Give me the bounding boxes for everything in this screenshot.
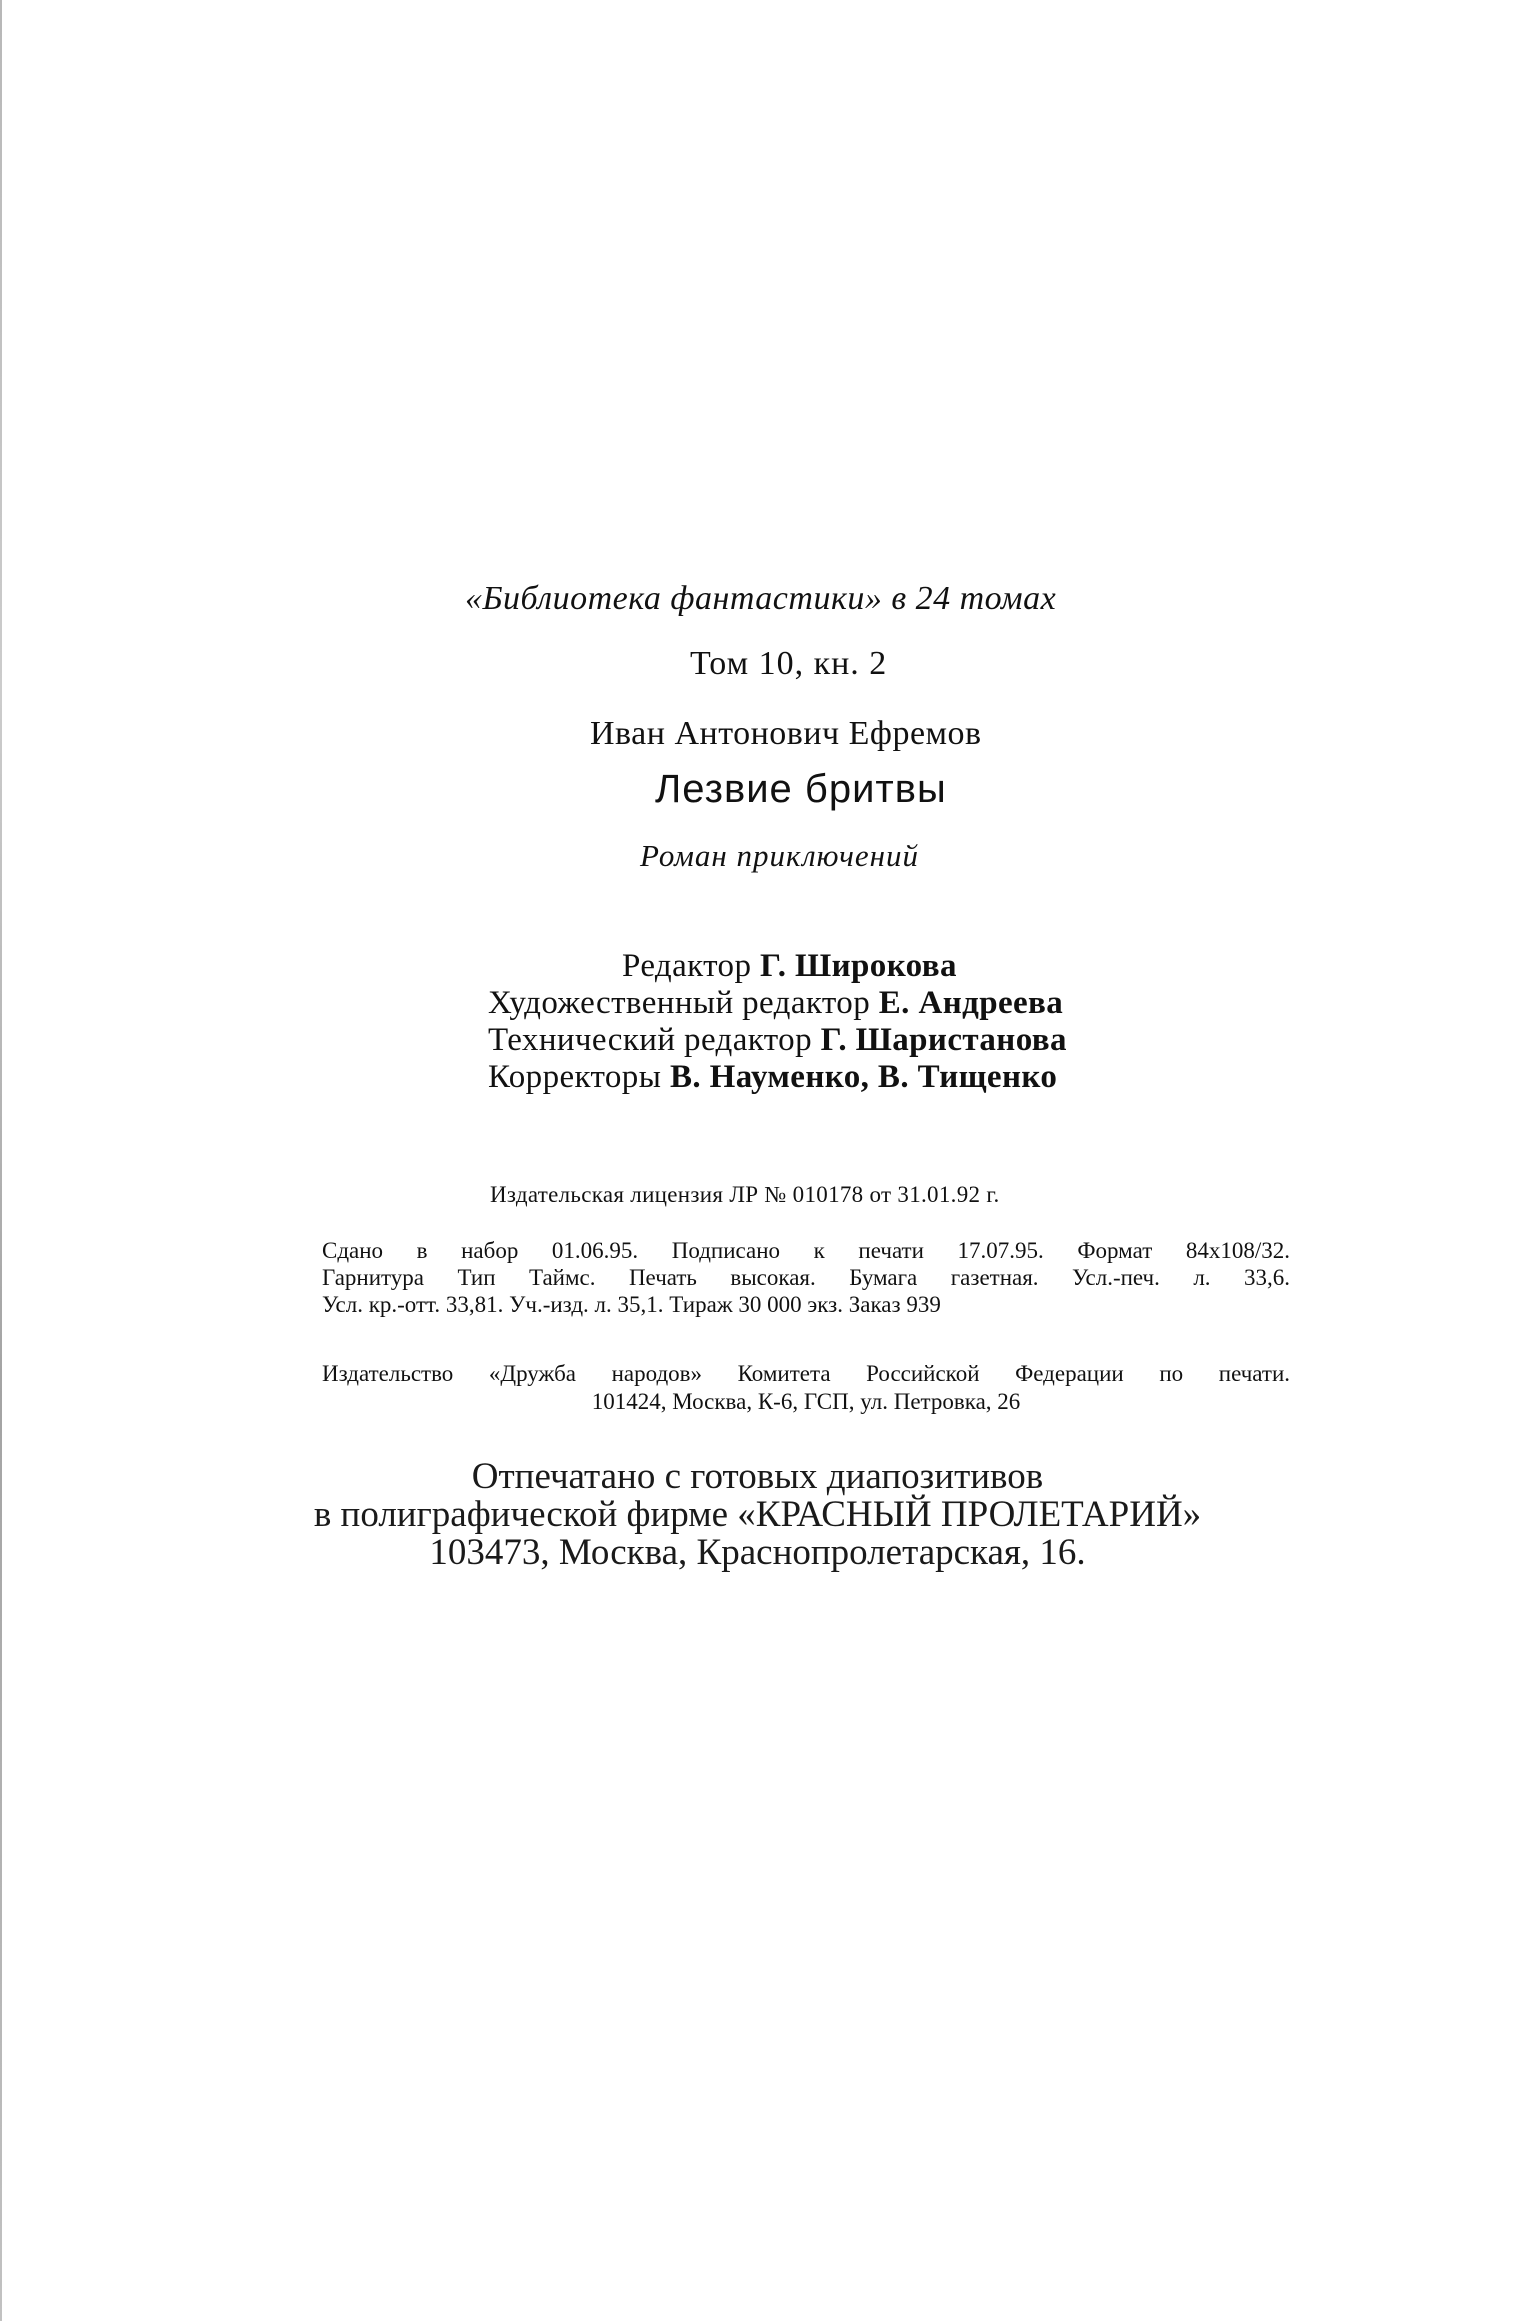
publisher-info	[322, 1360, 1290, 1416]
credit-name: Г. Шаристанова	[820, 1022, 1067, 1058]
credit-art-editor	[488, 985, 1063, 1022]
book-genre: Роман приключений	[640, 838, 920, 873]
book-title: Лезвие бритвы	[655, 767, 947, 811]
printer-line: Отпечатано с готовых диапозитивов	[471, 1456, 1044, 1497]
printing-line: Гарнитура Тип Таймс. Печать высокая. Бумага газетная. Усл.-печ. л. 33,6.	[322, 1265, 1290, 1290]
credit-role: Корректоры	[488, 1059, 662, 1095]
credit-role: Технический редактор	[488, 1022, 812, 1058]
credit-editor	[622, 948, 957, 985]
printer-line: в полиграфической фирме «КРАСНЫЙ ПРОЛЕТАРИЙ»	[313, 1494, 1202, 1535]
series-title: «Библиотека фантастики» в 24 томах	[465, 580, 1057, 617]
publisher-name: Издательство «Дружба народов» Комитета Российской Федерации по печати.	[322, 1361, 1290, 1386]
credit-role: Художественный редактор	[488, 985, 871, 1021]
volume-number: Том 10, кн. 2	[690, 645, 888, 682]
credit-tech-editor	[488, 1022, 1067, 1059]
credit-name: Г. Широкова	[760, 948, 957, 984]
author-name: Иван Антонович Ефремов	[590, 715, 982, 752]
credit-name: В. Науменко, В. Тищенко	[669, 1059, 1058, 1095]
credit-role: Редактор	[622, 948, 752, 984]
publishing-license: Издательская лицензия ЛР № 010178 от 31.01.92 г.	[490, 1182, 1000, 1207]
printer-line: 103473, Москва, Краснопролетарская, 16.	[429, 1532, 1086, 1573]
publisher-address: 101424, Москва, К-6, ГСП, ул. Петровка, 26	[591, 1389, 1021, 1414]
printing-line: Усл. кр.-отт. 33,81. Уч.-изд. л. 35,1. Тираж 30 000 экз. Заказ 939	[322, 1292, 941, 1317]
printing-details	[322, 1237, 1290, 1318]
page-edge	[0, 0, 2, 2321]
printing-line: Сдано в набор 01.06.95. Подписано к печати 17.07.95. Формат 84х108/32.	[322, 1238, 1290, 1263]
printer-info	[0, 1458, 1515, 1572]
credit-proofreaders	[488, 1059, 1057, 1096]
credit-name: Е. Андреева	[878, 985, 1064, 1021]
